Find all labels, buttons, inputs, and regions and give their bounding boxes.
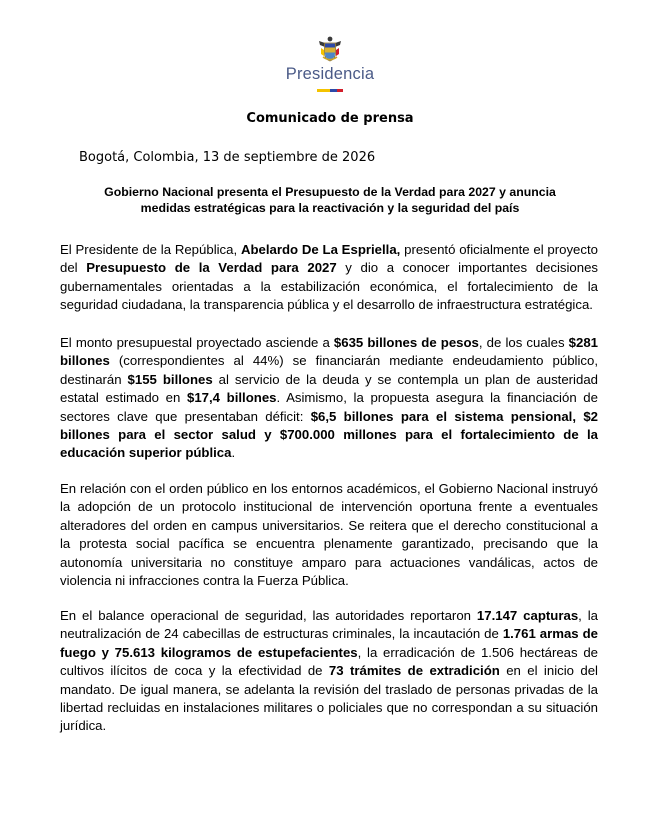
brand-name: Presidencia — [285, 65, 375, 83]
document-type: Comunicado de prensa — [246, 111, 414, 126]
p1-bold-2: Presupuesto de la Verdad para 2027 — [86, 260, 337, 276]
p4-text-2: , la neutralización de 24 cabecillas de estructuras criminales, la incautación de — [60, 608, 599, 642]
paragraph-1 — [60, 241, 598, 315]
p2-text-4: al servicio de la deuda y se contempla un plan de austeridad estatal estimado en — [60, 371, 598, 406]
p4-text-3: , la erradicación de 1.506 hectáreas de cultivos ilícitos de coca y la efectividad de — [60, 644, 598, 679]
flag-stripe — [317, 89, 343, 92]
p2-bold-2: $281 billones — [60, 335, 598, 369]
p2-text-1: El monto presupuestal proyectado asciende a — [60, 335, 334, 350]
p4-bold-2: 1.761 armas de fuego y 75.613 kilogramos de estupefacientes — [60, 626, 598, 660]
paragraph-4 — [60, 607, 598, 736]
p4-text-4: en el inicio del mandato. De igual manera, se adelanta la revisión del traslado de personas privadas de la libertad recluidas en instalaciones militares o policiales que no correspondan a su situación jurídica. — [60, 663, 598, 734]
p2-bold-4: $17,4 billones — [187, 390, 277, 406]
p2-text-6: . — [231, 445, 236, 461]
p2-bold-1: $635 billones de pesos — [333, 335, 479, 350]
headline-line-1: Gobierno Nacional presenta el Presupuesto de la Verdad para 2027 y anuncia — [104, 185, 556, 199]
flag-stripe-red — [337, 89, 343, 92]
p1-bold-1: Abelardo De La Espriella, — [240, 242, 401, 257]
paragraph-3: En relación con el orden público en los entornos académicos, el Gobierno Nacional instruyó la adopción de un protocolo institucional de intervención oportuna frente a eventuales alteradores del orden en campus universitarios. Se reitera que el derecho constitucional a la protesta social pacífica se encuentra plenamente garantizado, precisando que la autonomía universitaria no constituye amparo para actuaciones vandálicas, actos de violencia ni infracciones contra la Fuerza Pública. — [60, 481, 598, 589]
presidencia-logo — [278, 34, 382, 92]
p4-text-1: En el balance operacional de seguridad, las autoridades reportaron — [60, 608, 477, 623]
p4-bold-3: 73 trámites de extradición — [328, 663, 500, 679]
p2-text-5: . Asimismo, la propuesta asegura la financiación de sectores clave que presentaban déficit: — [60, 390, 598, 424]
p2-text-3: (correspondientes al 44%) se financiarán mediante endeudamiento público, destinarán — [60, 353, 598, 387]
p2-bold-3: $155 billones — [127, 371, 213, 387]
dateline: Bogotá, Colombia, 13 de septiembre de 2026 — [79, 150, 376, 165]
p1-text-2: presentó oficialmente el proyecto del — [60, 242, 598, 276]
flag-stripe-blue — [330, 89, 337, 92]
paragraph-2 — [60, 334, 598, 463]
colombia-coat-of-arms-icon — [315, 34, 345, 64]
headline — [60, 184, 600, 216]
p1-text-1: El Presidente de la República, — [60, 242, 241, 257]
flag-stripe-yellow — [317, 89, 330, 92]
p4-bold-1: 17.147 capturas — [476, 608, 579, 623]
p2-bold-5: $6,5 billones para el sistema pensional, $2 billones para el sector salud y $700.000 millones para el fortalecimiento de la educación superior pública — [60, 408, 598, 461]
p2-text-2: , de los cuales — [478, 335, 569, 350]
headline-line-2: medidas estratégicas para la reactivación y la seguridad del país — [140, 201, 520, 215]
p1-text-3: y dio a conocer importantes decisiones gubernamentales orientadas a la estabilización económica, el fortalecimiento de la seguridad ciudadana, la transparencia pública y el desarrollo de infraestructura estratégica. — [60, 260, 599, 313]
